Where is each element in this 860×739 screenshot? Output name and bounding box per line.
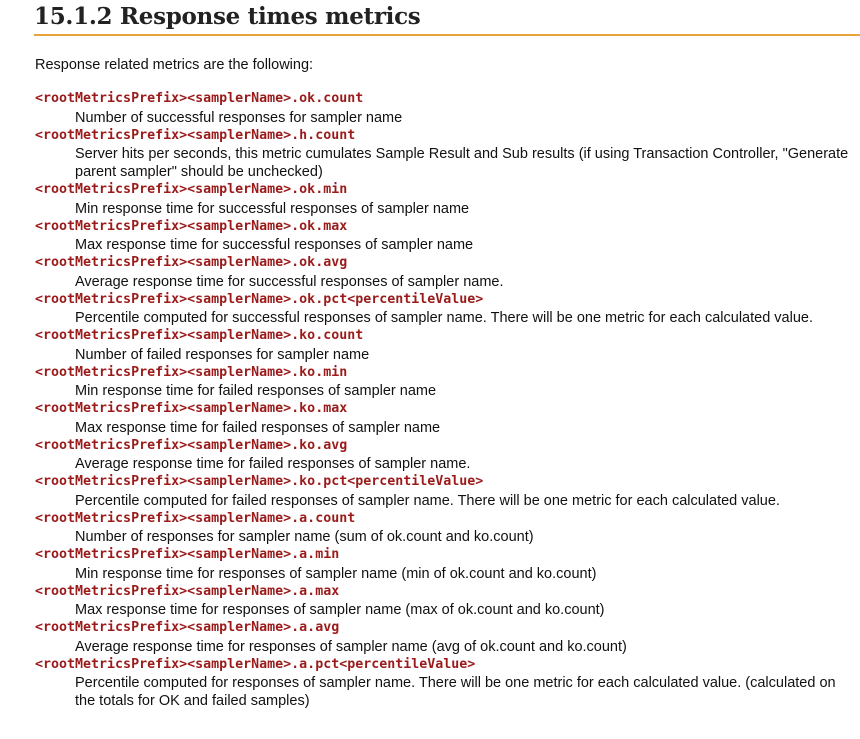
metric-name: <rootMetricsPrefix><samplerName>.a.pct<percentileValue> xyxy=(35,656,476,672)
metric-name: <rootMetricsPrefix><samplerName>.ok.min xyxy=(35,182,348,197)
metric-description: Number of failed responses for sampler name xyxy=(75,346,370,363)
metric-name: <rootMetricsPrefix><samplerName>.ok.pct<percentileValue> xyxy=(35,291,484,307)
metric-description: Max response time for failed responses of sampler name xyxy=(75,419,441,436)
metric-description: Min response time for failed responses of sampler name xyxy=(75,383,437,399)
metric-description: Max response time for successful responses of sampler name xyxy=(75,237,474,253)
metric-description: Percentile computed for responses of sampler name. There will be one metric for each calculated value. (calculated on the totals for OK and failed samples) xyxy=(75,675,836,709)
metric-name: <rootMetricsPrefix><samplerName>.ko.min xyxy=(35,364,348,380)
metric-description: Min response time for successful responses of sampler name xyxy=(75,200,470,217)
metric-description: Average response time for responses of sampler name (avg of ok.count and ko.count) xyxy=(75,638,627,655)
metric-name: <rootMetricsPrefix><samplerName>.ko.count xyxy=(35,328,364,343)
metric-description: Average response time for failed responses of sampler name. xyxy=(75,456,471,472)
intro-text: Response related metrics are the following: xyxy=(35,57,314,73)
metric-name: <rootMetricsPrefix><samplerName>.ok.avg xyxy=(35,255,348,270)
metric-description: Number of responses for sampler name (sum of ok.count and ko.count) xyxy=(75,529,534,545)
section-title: 15.1.2 Response times metrics xyxy=(34,3,421,30)
metric-description: Server hits per seconds, this metric cumulates Sample Result and Sub results (if using Transaction Controller, "Generate parent sampler" should be unchecked) xyxy=(75,146,849,180)
metric-description: Max response time for responses of sampler name (max of ok.count and ko.count) xyxy=(75,602,605,618)
metric-name: <rootMetricsPrefix><samplerName>.h.count xyxy=(35,127,356,143)
metric-name: <rootMetricsPrefix><samplerName>.a.min xyxy=(35,547,340,562)
metric-description: Number of successful responses for sampler name xyxy=(75,109,403,126)
metric-name: <rootMetricsPrefix><samplerName>.ko.avg xyxy=(35,437,348,453)
metric-name: <rootMetricsPrefix><samplerName>.a.avg xyxy=(35,620,340,635)
metric-description: Average response time for successful responses of sampler name. xyxy=(75,273,504,290)
metric-name: <rootMetricsPrefix><samplerName>.ok.max xyxy=(35,218,348,234)
metric-name: <rootMetricsPrefix><samplerName>.ok.count xyxy=(35,91,364,106)
metric-name: <rootMetricsPrefix><samplerName>.a.max xyxy=(35,583,340,599)
metric-name: <rootMetricsPrefix><samplerName>.ko.pct<percentileValue> xyxy=(35,474,484,489)
metrics-list xyxy=(35,90,855,710)
metric-name: <rootMetricsPrefix><samplerName>.ko.max xyxy=(35,401,348,416)
metric-name: <rootMetricsPrefix><samplerName>.a.count xyxy=(35,510,356,526)
metric-description: Percentile computed for successful responses of sampler name. There will be one metric for each calculated value. xyxy=(75,310,813,326)
section-heading xyxy=(34,0,860,36)
metric-description: Percentile computed for failed responses of sampler name. There will be one metric for each calculated value. xyxy=(75,492,780,509)
metric-description: Min response time for responses of sampler name (min of ok.count and ko.count) xyxy=(75,565,597,582)
